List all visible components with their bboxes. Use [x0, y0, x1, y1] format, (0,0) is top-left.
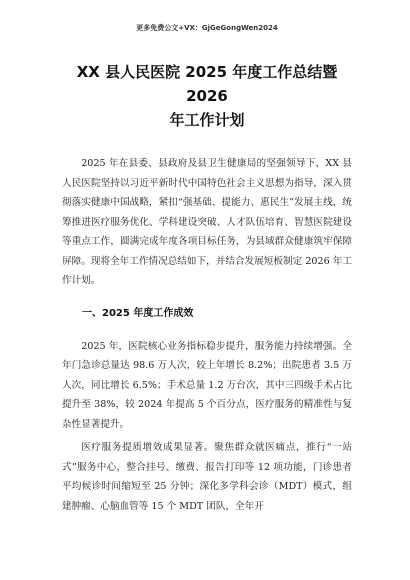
body-paragraph-2: 医疗服务提质增效成果显著。聚焦群众就医痛点，推行“一站式”服务中心，整合挂号、缴费、报告打印等 12 项功能，门诊患者平均候诊时间缩短至 25 分钟；深化多学科会诊（MDT）模式，组建肿瘤、心脑血管等 15 个 MDT 团队，全年开 [62, 442, 352, 512]
intro-paragraph: 2025 年在县委、县政府及县卫生健康局的坚强领导下，XX 县人民医院坚持以习近平新时代中国特色社会主义思想为指导，深入贯彻落实健康中国战略，紧扣“强基础、提能力、惠民生”发展主线，统筹推进医疗服务优化、学科建设突破、人才队伍培育、智慧医院建设等重点工作，圆满完成年度各项目标任务，为县域群众健康筑牢保障屏障。现将全年工作情况总结如下，并结合发展短板制定 2026 年工作计划。 [62, 158, 352, 286]
document-title-line-2: 年工作计划 [169, 111, 245, 129]
document-title [62, 60, 352, 132]
document-title-line-1: XX 县人民医院 2025 年度工作总结暨 2026 [76, 63, 338, 105]
page-header-note: 更多免费公文+VX：GjGeGongWen2024 [136, 24, 278, 32]
body-paragraph-1: 2025 年，医院核心业务指标稳步提升，服务能力持续增强。全年门急诊总量达 98.6 万人次，较上年增长 8.2%；出院患者 3.5 万人次，同比增长 6.5%；手术总量 1.2 万台次，其中三四级手术占比提升至 38%，较 2024 年提高 5 个百分点，医疗服务的精准性与复杂性显著提升。 [62, 340, 352, 430]
section-heading-2025-achievements: 一、2025 年度工作成效 [82, 307, 194, 319]
